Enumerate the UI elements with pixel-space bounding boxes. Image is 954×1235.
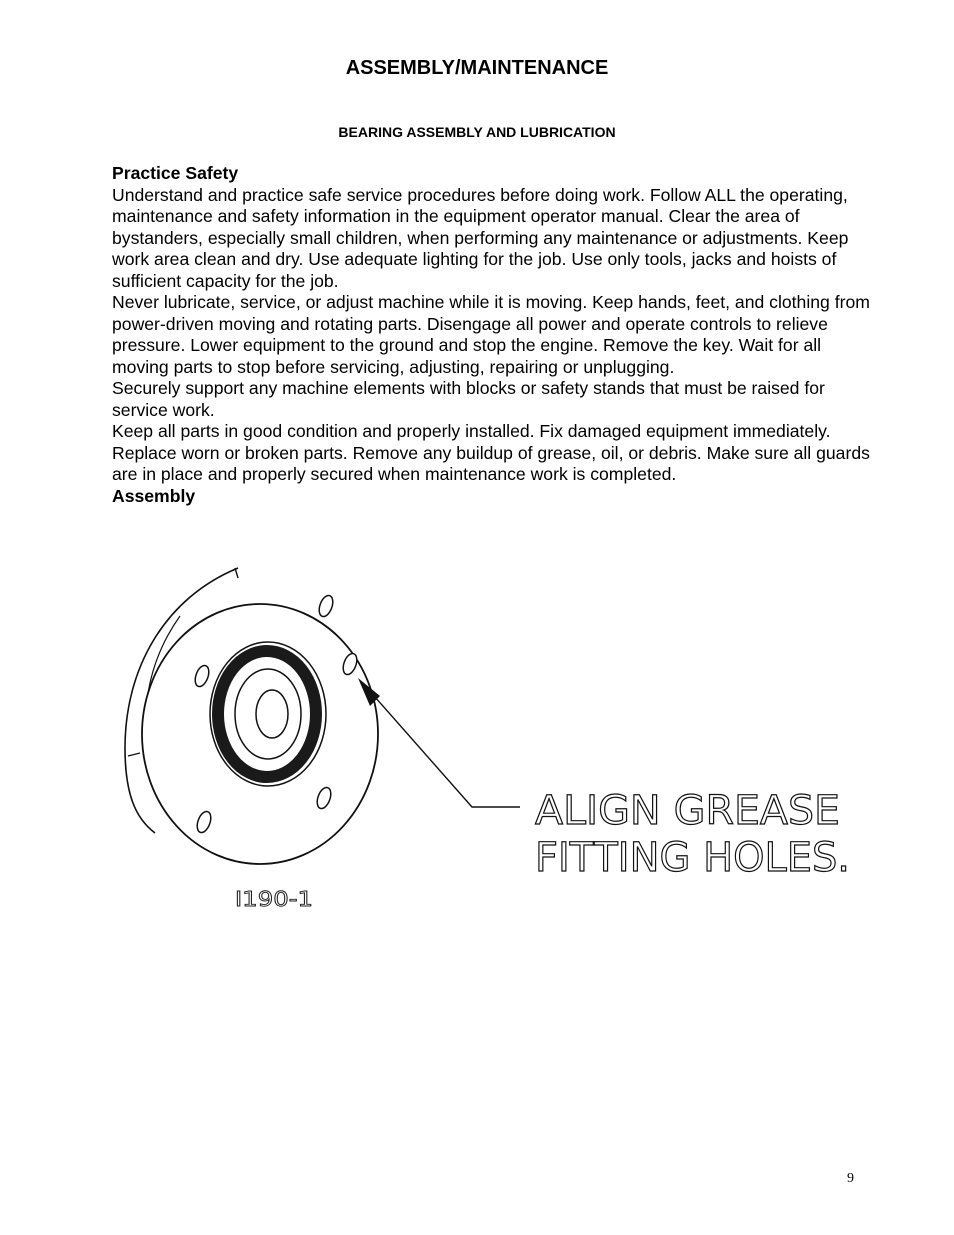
bearing-flange-figure <box>110 548 870 928</box>
callout-text-line2: FITTING HOLES. <box>535 835 850 881</box>
document-body <box>112 163 872 507</box>
bearing-bore <box>256 690 288 738</box>
page-number: 9 <box>847 1171 854 1186</box>
section-subtitle: BEARING ASSEMBLY AND LUBRICATION <box>338 124 616 140</box>
safety-paragraph: Securely support any machine elements with blocks or safety stands that must be raised for service work. <box>112 378 825 420</box>
safety-paragraph: Keep all parts in good condition and properly installed. Fix damaged equipment immediately. Replace worn or broken parts. Remove any buildup of grease, oil, or debris. Make sure all guards are in place and properly secured when maintenance work is completed. <box>112 421 870 484</box>
safety-paragraph: Never lubricate, service, or adjust machine while it is moving. Keep hands, feet, and clothing from power-driven moving and rotating parts. Disengage all power and operate controls to relieve pressure. Lower equipment to the ground and stop the engine. Remove the key. Wait for all moving parts to stop before servicing, adjusting, repairing or unplugging. <box>112 292 870 377</box>
assembly-heading: Assembly <box>112 485 196 506</box>
housing-notch <box>235 568 238 578</box>
page-title: ASSEMBLY/MAINTENANCE <box>345 57 609 79</box>
callout-leader-line <box>367 688 520 807</box>
callout-text-line1: ALIGN GREASE <box>535 788 840 834</box>
figure-id-label: I190-1 <box>235 887 313 911</box>
mounting-hole <box>317 594 336 619</box>
safety-paragraph: Understand and practice safe service procedures before doing work. Follow ALL the operating, maintenance and safety information in the equipment operator manual. Clear the area of bystanders, especially small children, when performing any maintenance or adjustments. Keep work area clean and dry. Use adequate lighting for the job. Use only tools, jacks and hoists of sufficient capacity for the job. <box>112 184 849 291</box>
safety-heading: Practice Safety <box>112 163 239 183</box>
